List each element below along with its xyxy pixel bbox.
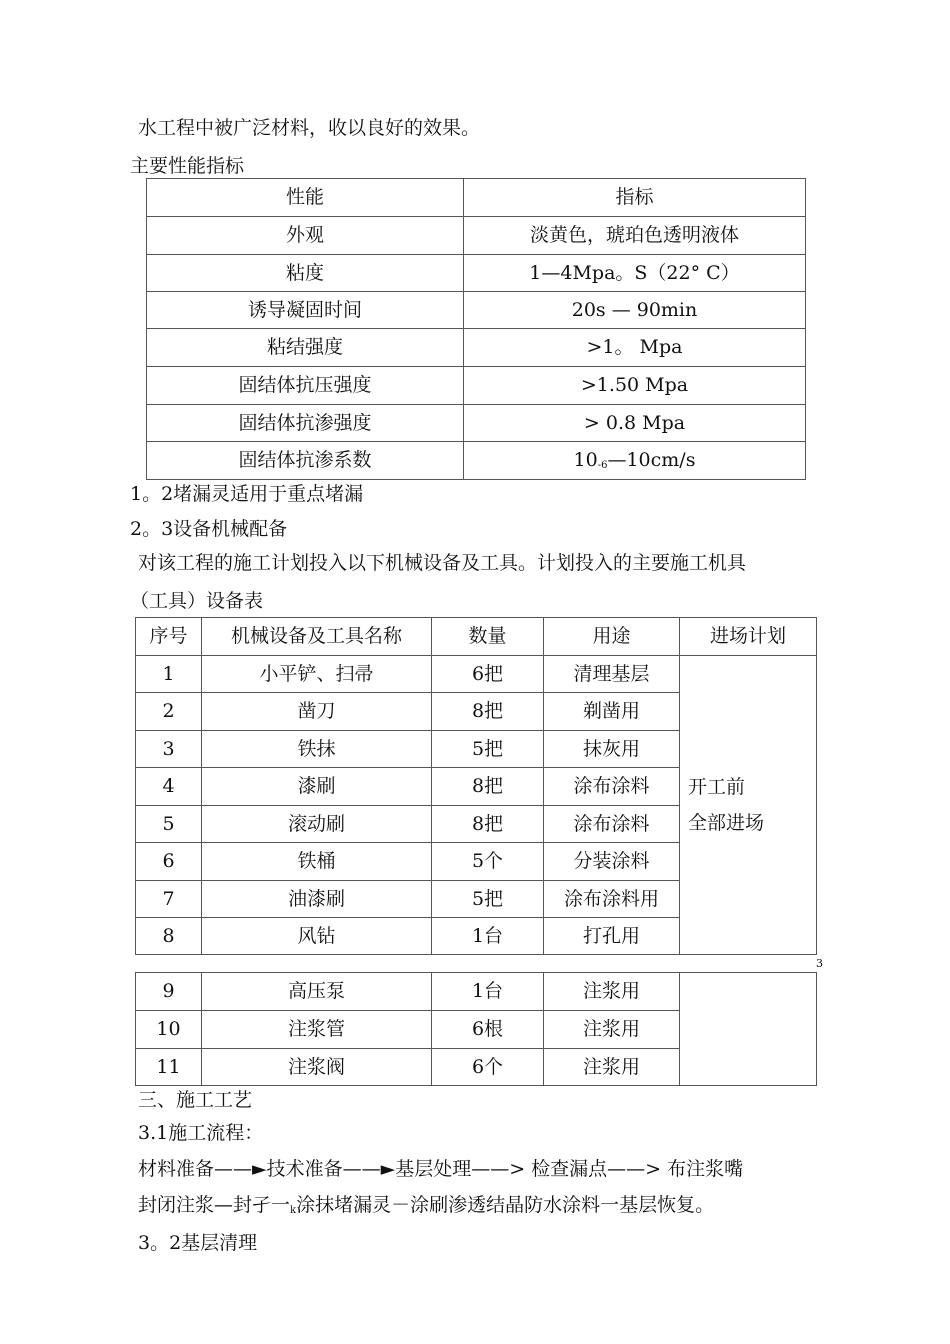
table-cell: 铁桶 [202, 843, 432, 881]
table-cell: 固结体抗渗系数 [147, 442, 464, 480]
table-cell: 粘结强度 [147, 329, 464, 367]
page-number: 3 [816, 957, 823, 970]
table-cell: 涂布涂料 [544, 806, 680, 843]
table-cell: 1—4Mpa。S（22° C） [464, 255, 806, 292]
table-cell: 注浆管 [202, 1011, 432, 1049]
table-cell: 20s — 90min [464, 292, 806, 329]
flow-text: 涂抹堵漏灵－涂刷渗透结晶防水涂料一基层恢复。 [296, 1194, 715, 1216]
table-cell: 漆刷 [202, 768, 432, 806]
table-cell: 粘度 [147, 255, 464, 292]
table-row [147, 255, 806, 292]
process-flow-line-2 [138, 1196, 714, 1216]
table-cell: 3 [136, 731, 202, 768]
table-cell: 油漆刷 [202, 881, 432, 918]
table-cell: 凿刀 [202, 693, 432, 731]
table-row [136, 656, 817, 693]
table-cell: 清理基层 [544, 656, 680, 693]
equipment-table-continued [135, 972, 817, 1086]
table-header-row [136, 618, 817, 656]
table-cell: 打孔用 [544, 918, 680, 955]
section-heading-3: 三、施工工艺 [138, 1089, 253, 1111]
table-cell: 抹灰用 [544, 731, 680, 768]
equipment-table [135, 617, 817, 955]
table-cell: > 0.8 Mpa [464, 405, 806, 442]
table-cell: 5个 [432, 843, 544, 881]
table-cell: 11 [136, 1049, 202, 1086]
table-header-cell: 指标 [464, 179, 806, 217]
paragraph-3-1: 3.1施工流程： [138, 1122, 264, 1144]
table-cell: 2 [136, 693, 202, 731]
entry-plan-cell [680, 656, 817, 955]
value-tail: —10cm/s [607, 448, 696, 471]
table-cell: 风钻 [202, 918, 432, 955]
table-cell: 8把 [432, 806, 544, 843]
table-row [147, 442, 806, 480]
table-row [147, 329, 806, 367]
value-base: 10 [573, 448, 598, 471]
table-cell: 淡黄色，琥珀色透明液体 [464, 217, 806, 255]
table-header-cell: 数量 [432, 618, 544, 656]
process-flow-line-1: 材料准备——►技术准备——►基层处理——> 检查漏点——> 布注浆嘴 [138, 1158, 744, 1180]
table-row [147, 367, 806, 405]
table-row [147, 217, 806, 255]
table-header-cell: 进场计划 [680, 618, 817, 656]
paragraph-1-2: 1。2堵漏灵适用于重点堵漏 [130, 483, 364, 505]
table-cell: 注浆用 [544, 1049, 680, 1086]
performance-table [146, 178, 806, 480]
table-cell: 注浆用 [544, 1011, 680, 1049]
table-cell: 4 [136, 768, 202, 806]
table-row [136, 973, 817, 1011]
paragraph-plan: 对该工程的施工计划投入以下机械设备及工具。计划投入的主要施工机具 [138, 552, 747, 574]
table-header-row [147, 179, 806, 217]
table-cell: 6根 [432, 1011, 544, 1049]
table-cell: 8把 [432, 768, 544, 806]
table-cell: 固结体抗渗强度 [147, 405, 464, 442]
table-cell: 1台 [432, 973, 544, 1011]
paragraph-2-3: 2。3设备机械配备 [130, 518, 288, 540]
table-cell: 注浆阀 [202, 1049, 432, 1086]
table-header-cell: 机械设备及工具名称 [202, 618, 432, 656]
table-cell: 滚动刷 [202, 806, 432, 843]
table-cell: 5把 [432, 731, 544, 768]
table-cell: 高压泵 [202, 973, 432, 1011]
table-row [147, 292, 806, 329]
table-cell: 5把 [432, 881, 544, 918]
paragraph-tool-table-title: （工具）设备表 [130, 590, 264, 612]
table-header-cell: 用途 [544, 618, 680, 656]
table-cell: 7 [136, 881, 202, 918]
table-cell: 6个 [432, 1049, 544, 1086]
table-cell: 固结体抗压强度 [147, 367, 464, 405]
table-cell: 8把 [432, 693, 544, 731]
table-cell: 6 [136, 843, 202, 881]
table-cell: 6把 [432, 656, 544, 693]
table-cell: 小平铲、扫帚 [202, 656, 432, 693]
table-cell: 铁抹 [202, 731, 432, 768]
table-row [147, 405, 806, 442]
table-cell: 9 [136, 973, 202, 1011]
table-cell: >1。 Mpa [464, 329, 806, 367]
value-subscript: -6 [597, 459, 608, 471]
table-cell: 诱导凝固时间 [147, 292, 464, 329]
table-cell: 涂布涂料用 [544, 881, 680, 918]
heading-performance: 主要性能指标 [130, 155, 245, 177]
paragraph-intro: 水工程中被广泛材料，收以良好的效果。 [138, 117, 481, 139]
paragraph-3-2: 3。2基层清理 [138, 1232, 258, 1254]
table-cell: 5 [136, 806, 202, 843]
table-header-cell: 序号 [136, 618, 202, 656]
entry-plan-line: 全部进场 [688, 812, 765, 834]
flow-text: 封闭注浆—封孑一 [138, 1194, 291, 1216]
table-cell: 10 [136, 1011, 202, 1049]
table-header-cell: 性能 [147, 179, 464, 217]
table-cell: >1.50 Mpa [464, 367, 806, 405]
table-cell: 1 [136, 656, 202, 693]
entry-plan-cell-empty [680, 973, 817, 1086]
table-cell: 分装涂料 [544, 843, 680, 881]
table-cell: 1台 [432, 918, 544, 955]
flow-subscript: k [290, 1205, 297, 1216]
table-cell: 8 [136, 918, 202, 955]
entry-plan-line: 开工前 [688, 776, 746, 798]
table-cell [464, 442, 806, 480]
table-cell: 注浆用 [544, 973, 680, 1011]
table-cell: 外观 [147, 217, 464, 255]
table-cell: 涂布涂料 [544, 768, 680, 806]
table-cell: 剃凿用 [544, 693, 680, 731]
